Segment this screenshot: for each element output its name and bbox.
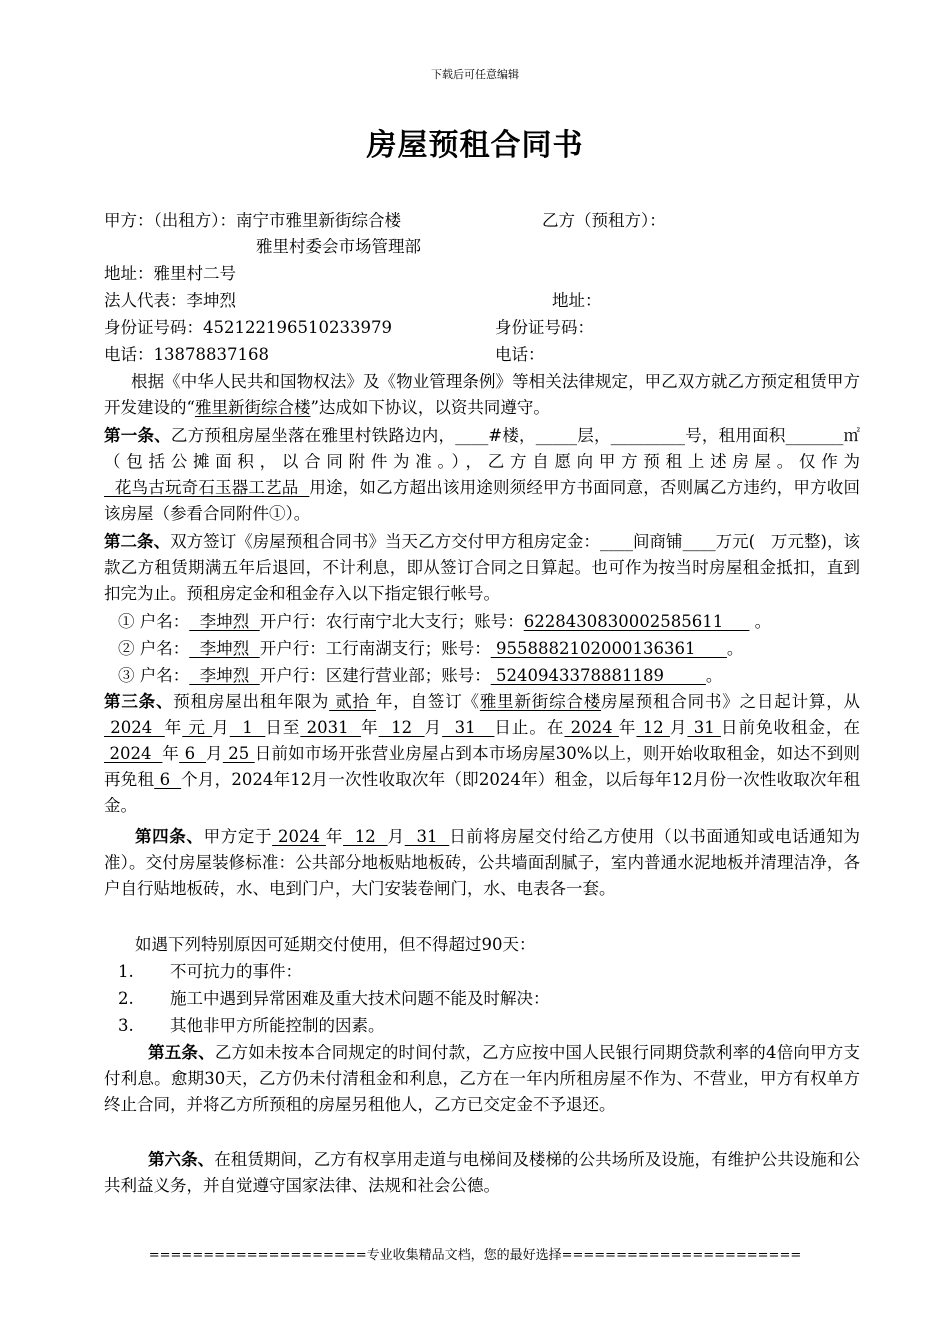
account-value: 6228430830002585611: [523, 612, 750, 631]
area-blank: _______: [785, 426, 844, 445]
party-a-name: 南宁市雅里新街综合楼: [236, 211, 401, 230]
article-3-text: 年，自签订《: [375, 692, 480, 711]
intro-text-end: ”达成如下协议，以资共同遵守。: [310, 398, 550, 417]
article-6: [104, 1147, 860, 1199]
building-number-blank: ____: [455, 426, 489, 445]
extra-free-months: 6: [154, 770, 182, 789]
intro-text: 根据《中华人民共和国物权法》及《物业管理条例》等相关法律规定，甲乙双方就乙方预定租赁甲方开发建设的“: [104, 372, 860, 417]
account-number-mark: ②: [118, 639, 135, 658]
article-1-text: 号，租用面积: [684, 426, 786, 445]
id-b-label: 身份证号码：: [495, 318, 594, 337]
account-label: 账号：: [441, 666, 491, 685]
floor-blank: _____: [535, 426, 578, 445]
article-3: [104, 689, 860, 819]
legal-rep-label: 法人代表：: [104, 291, 187, 310]
document-title: 房屋预租合同书: [366, 128, 584, 163]
account-holder-name: 李坤烈: [189, 666, 260, 685]
handover-year: 2024: [272, 827, 326, 846]
article-5-text: 乙方如未按本合同规定的时间付款，乙方应按中国人民银行同期贷款利率的4倍向甲方支付利息。愈期30天，乙方仍未付清租金和利息，乙方在一年内所租房屋不作为、不营业，甲方有权单方终止合同，并将乙方所预租的房屋另租他人，乙方已交定金不予退还。: [104, 1043, 861, 1114]
article-3-text: 月: [212, 718, 230, 737]
article-3-text: 预租房屋出租年限为: [173, 692, 330, 711]
address-value: 雅里村二号: [153, 264, 236, 283]
article-4-text: 甲方定于: [203, 827, 273, 846]
article-3-text: 月: [424, 718, 443, 737]
article-6-text: 在租赁期间，乙方有权享用走道与电梯间及楼梯的公共场所及设施，有维护公共设施和公共利益义务，并自觉遵守国家法律、法规和社会公德。: [104, 1150, 861, 1195]
delay-intro: 如遇下列特别原因可延期交付使用，但不得超过90天：: [135, 935, 536, 954]
article-3-text: 日前如市场开张营业房屋占到本市场房屋30%以上，则开始收取租金，如达不到则再免租: [104, 744, 860, 789]
delay-item-text: 施工中遇到异常困难及重大技术问题不能及时解决：: [170, 989, 550, 1008]
account-name-label: 户名：: [139, 612, 190, 631]
article-2: [104, 529, 860, 607]
article-4-text: 日前将房屋交付给乙方使用（以书面通知或电话通知为准）。交付房屋装修标准：公共部分地板贴地板砖，公共墙面刮腻子，室内普通水泥地板并清理洁净，各户自行贴地板砖，水、电到门户，大门安装卷闸门，水、电表各一套。: [104, 827, 860, 898]
account-name-label: 户名：: [139, 666, 190, 685]
usage-purpose: 花鸟古玩奇石玉器工艺品: [104, 478, 310, 497]
article-3-text: 房屋预租合同书》之日起计算，从: [601, 692, 861, 711]
article-1-text: 乙方预租房屋坐落在雅里村铁路边内，: [170, 426, 456, 445]
intro-project-name: 雅里新街综合楼: [194, 398, 311, 417]
party-b-name: 雅里村委会市场管理部: [256, 237, 421, 256]
phone-label: 电话：: [104, 345, 154, 364]
party-a-line: [104, 208, 401, 234]
article-3-text: 年: [162, 744, 180, 763]
delay-item-text: 其他非甲方所能控制的因素。: [170, 1016, 385, 1035]
account-row: [118, 609, 771, 635]
article-4-text: 年: [325, 827, 344, 846]
delay-item: [118, 959, 302, 985]
delay-item-number: 1.: [118, 962, 134, 981]
article-3-text: 月: [206, 744, 223, 763]
phone-b-label: 电话：: [495, 345, 545, 364]
article-3-text: 个月，2024年12月一次性收取次年（即2024年）租金，以后每年12月份一次性收取次年租金。: [104, 770, 860, 815]
project-name: 雅里新街综合楼: [479, 692, 602, 711]
article-3-text: 日前免收租金，在: [720, 718, 861, 737]
shop-count-blank: ____: [599, 532, 633, 551]
start-day: 1: [229, 718, 266, 737]
address-line: [104, 261, 236, 287]
article-3-text: 年: [164, 718, 183, 737]
id-value: 452122196510233979: [203, 318, 392, 337]
end-day: 31: [442, 718, 495, 737]
delay-item-number: 2.: [118, 989, 134, 1008]
bank-label: 开户行：: [259, 666, 326, 685]
bank-name: 区建行营业部；: [325, 666, 442, 685]
phone-value: 13878837168: [153, 345, 269, 364]
article-1-text: #楼，: [488, 426, 536, 445]
delay-item-number: 3.: [118, 1016, 134, 1035]
address-b-label: 地址：: [552, 291, 602, 310]
article-2-text: 双方签订《房屋预租合同书》当天乙方交付甲方租房定金：: [170, 532, 600, 551]
phone-line: [104, 342, 269, 368]
article-3-text: 日至: [265, 718, 301, 737]
article-2-text: 万元( 万元整)，该款乙方租赁期满五年后退回，不计利息，即从签订合同之日算起。也可作为按当时房屋租金抵扣，直到扣完为止。预租房定金和租金存入以下指定银行帐号。: [104, 532, 861, 603]
handover-month: 12: [343, 827, 388, 846]
opening-month: 6: [179, 744, 207, 763]
account-end: 。: [749, 612, 772, 631]
article-2-text: 间商铺: [632, 532, 683, 551]
bank-name: 工行南湖支行；: [325, 639, 442, 658]
party-b-label: 乙方（预租方）：: [542, 211, 666, 230]
opening-year: 2024: [104, 744, 163, 763]
article-1-text: 层，: [577, 426, 611, 445]
article-3-text: 年: [618, 718, 637, 737]
room-number-blank: _________: [610, 426, 685, 445]
account-number-mark: ①: [118, 612, 135, 631]
party-a-label: 甲方：（出租方）：: [104, 211, 236, 230]
article-1-text: ㎡（包括公摊面积，以合同附件为准。），乙方自愿向甲方预租上述房屋。仅作为: [104, 426, 861, 471]
article-1-text: 用途，如乙方超出该用途则须经甲方书面同意，否则属乙方违约，甲方收回该房屋（参看合同附件①）。: [104, 478, 860, 523]
account-name-label: 户名：: [139, 639, 190, 658]
account-label: 账号：: [474, 612, 524, 631]
deposit-amount-blank: ____: [682, 532, 716, 551]
end-month: 12: [378, 718, 425, 737]
article-3-text: 年: [361, 718, 379, 737]
id-line: [104, 315, 392, 341]
bank-label: 开户行：: [259, 612, 326, 631]
article-5-label: 第五条、: [148, 1043, 215, 1062]
free-until-year: 2024: [564, 718, 619, 737]
article-4-text: 月: [387, 827, 405, 846]
article-4-label: 第四条、: [135, 827, 204, 846]
article-1-label: 第一条、: [104, 426, 171, 445]
free-until-day: 31: [687, 718, 721, 737]
article-3-label: 第三条、: [104, 692, 174, 711]
article-5: [104, 1040, 860, 1118]
article-1: [104, 423, 860, 527]
article-3-text: 月: [669, 718, 688, 737]
account-end: 。: [726, 639, 744, 658]
start-year: 2024: [104, 718, 165, 737]
legal-rep-line: [104, 288, 236, 314]
delay-item: [118, 986, 550, 1012]
account-label: 账号：: [441, 639, 491, 658]
account-end: 。: [705, 666, 723, 685]
id-label: 身份证号码：: [104, 318, 203, 337]
footer-banner: ====================专业收集精品文档，您的最好选择======================: [148, 1248, 802, 1263]
address-label: 地址：: [104, 264, 154, 283]
opening-day: 25: [222, 744, 255, 763]
delay-item-text: 不可抗力的事件：: [170, 962, 302, 981]
article-3-text: 日止。在: [494, 718, 565, 737]
legal-rep-value: 李坤烈: [186, 291, 236, 310]
account-holder-name: 李坤烈: [189, 612, 260, 631]
bank-label: 开户行：: [259, 639, 326, 658]
article-4: [104, 824, 860, 902]
end-year: 2031: [300, 718, 362, 737]
account-row: [118, 636, 743, 662]
article-6-label: 第六条、: [148, 1150, 215, 1169]
account-holder-name: 李坤烈: [189, 639, 260, 658]
account-value: 5240943378881189: [490, 666, 706, 685]
start-month: 元: [182, 718, 213, 737]
lease-years: 贰拾: [329, 692, 376, 711]
delay-item: [118, 1013, 385, 1039]
intro-paragraph: [104, 369, 860, 421]
account-number-mark: ③: [118, 666, 135, 685]
account-row: [118, 663, 722, 689]
free-until-month: 12: [636, 718, 670, 737]
account-value: 9558882102000136361: [490, 639, 727, 658]
article-2-label: 第二条、: [104, 532, 171, 551]
handover-day: 31: [404, 827, 450, 846]
header-note: 下载后可任意编辑: [431, 68, 519, 81]
bank-name: 农行南宁北大支行；: [325, 612, 475, 631]
